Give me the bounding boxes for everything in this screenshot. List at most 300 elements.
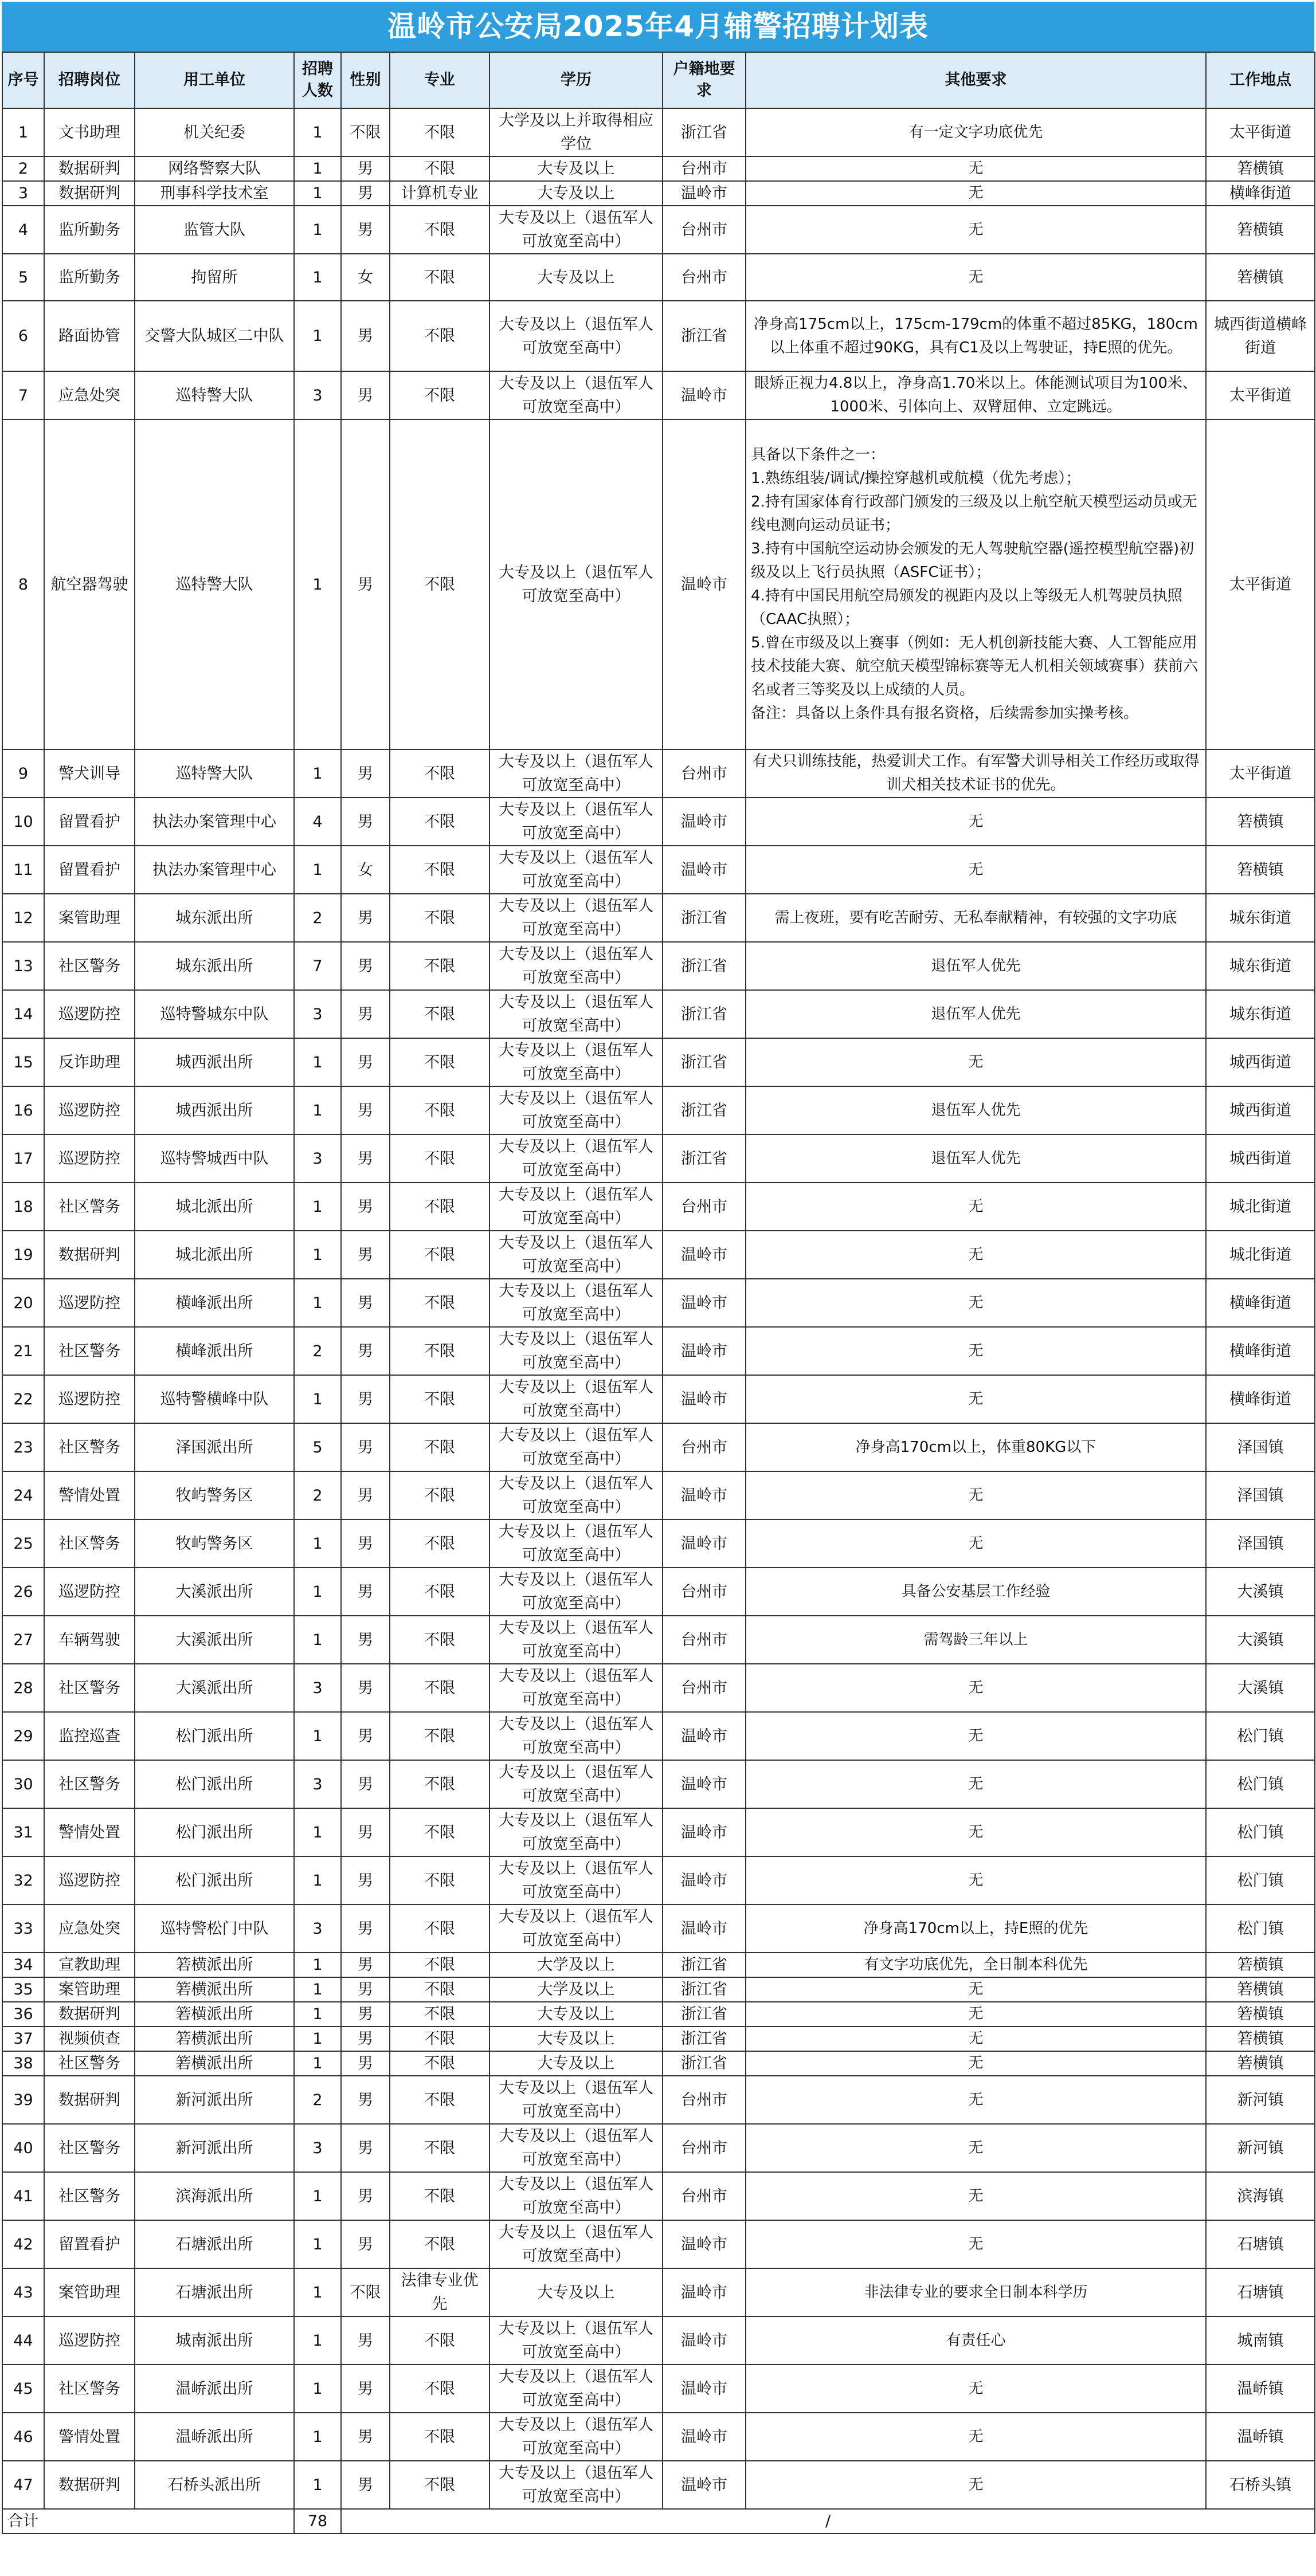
cell-sex: 男 <box>341 156 390 181</box>
cell-major: 不限 <box>390 301 489 371</box>
table-row <box>2 942 1315 990</box>
cell-other: 无 <box>746 156 1206 181</box>
cell-count: 1 <box>294 2220 341 2268</box>
cell-hukou: 台州市 <box>663 1423 746 1471</box>
cell-count: 1 <box>294 206 341 254</box>
cell-sex: 男 <box>341 419 390 749</box>
cell-place: 大溪镇 <box>1206 1568 1315 1616</box>
cell-sex: 男 <box>341 1183 390 1231</box>
cell-no: 26 <box>2 1568 44 1616</box>
cell-unit: 松门派出所 <box>135 1712 294 1760</box>
total-other: / <box>341 2509 1315 2534</box>
cell-count: 1 <box>294 2413 341 2461</box>
cell-count: 3 <box>294 371 341 419</box>
cell-sex: 男 <box>341 1568 390 1616</box>
cell-post: 巡逻防控 <box>44 2316 135 2365</box>
cell-unit: 温峤派出所 <box>135 2413 294 2461</box>
cell-unit: 箬横派出所 <box>135 2002 294 2027</box>
requirement-line: 备注：具备以上条件具有报名资格，后续需参加实操考核。 <box>751 705 1139 722</box>
table-row <box>2 371 1315 419</box>
cell-hukou: 台州市 <box>663 1183 746 1231</box>
cell-sex: 男 <box>341 990 390 1038</box>
cell-count: 1 <box>294 2268 341 2316</box>
cell-unit: 新河派出所 <box>135 2076 294 2124</box>
cell-count: 4 <box>294 798 341 846</box>
cell-edu: 大专及以上（退伍军人可放宽至高中） <box>489 1712 663 1760</box>
cell-other: 无 <box>746 1375 1206 1423</box>
cell-sex: 女 <box>341 254 390 301</box>
requirement-line: 具备以下条件之一： <box>751 446 886 464</box>
cell-major: 不限 <box>390 2076 489 2124</box>
cell-hukou: 温岭市 <box>663 2461 746 2509</box>
cell-count: 1 <box>294 108 341 156</box>
cell-hukou: 温岭市 <box>663 2413 746 2461</box>
cell-hukou: 温岭市 <box>663 371 746 419</box>
cell-place: 箬横镇 <box>1206 1977 1315 2002</box>
cell-sex: 男 <box>341 2076 390 2124</box>
cell-major: 不限 <box>390 108 489 156</box>
total-row <box>2 2509 1315 2534</box>
cell-place: 箬横镇 <box>1206 2002 1315 2027</box>
cell-post: 警情处置 <box>44 2413 135 2461</box>
cell-post: 巡逻防控 <box>44 1134 135 1183</box>
cell-sex: 男 <box>341 1760 390 1808</box>
cell-hukou: 浙江省 <box>663 1953 746 1977</box>
cell-no: 19 <box>2 1231 44 1279</box>
table-row <box>2 1183 1315 1231</box>
cell-place: 城西街道 <box>1206 1134 1315 1183</box>
cell-major: 不限 <box>390 2172 489 2220</box>
cell-edu: 大学及以上 <box>489 1953 663 1977</box>
cell-no: 37 <box>2 2027 44 2051</box>
cell-unit: 巡特警横峰中队 <box>135 1375 294 1423</box>
cell-edu: 大专及以上（退伍军人可放宽至高中） <box>489 2172 663 2220</box>
cell-no: 28 <box>2 1664 44 1712</box>
cell-sex: 男 <box>341 1519 390 1568</box>
table-row <box>2 156 1315 181</box>
cell-count: 1 <box>294 1808 341 1856</box>
cell-hukou: 温岭市 <box>663 1760 746 1808</box>
cell-major: 不限 <box>390 156 489 181</box>
cell-post: 社区警务 <box>44 1519 135 1568</box>
cell-post: 社区警务 <box>44 1183 135 1231</box>
header-other: 其他要求 <box>746 52 1206 108</box>
cell-hukou: 温岭市 <box>663 798 746 846</box>
cell-count: 1 <box>294 1231 341 1279</box>
cell-no: 23 <box>2 1423 44 1471</box>
cell-other: 无 <box>746 2124 1206 2172</box>
cell-no: 3 <box>2 181 44 206</box>
cell-major: 不限 <box>390 1183 489 1231</box>
header-unit: 用工单位 <box>135 52 294 108</box>
header-count: 招聘人数 <box>294 52 341 108</box>
cell-other: 无 <box>746 2002 1206 2027</box>
cell-sex: 男 <box>341 301 390 371</box>
cell-sex: 男 <box>341 206 390 254</box>
cell-place: 箬横镇 <box>1206 206 1315 254</box>
cell-hukou: 台州市 <box>663 1568 746 1616</box>
cell-edu: 大专及以上（退伍军人可放宽至高中） <box>489 1375 663 1423</box>
cell-sex: 男 <box>341 2220 390 2268</box>
cell-place: 温峤镇 <box>1206 2413 1315 2461</box>
cell-place: 箬横镇 <box>1206 2027 1315 2051</box>
cell-post: 社区警务 <box>44 2365 135 2413</box>
cell-place: 箬横镇 <box>1206 2051 1315 2076</box>
cell-place: 城北街道 <box>1206 1183 1315 1231</box>
cell-no: 12 <box>2 894 44 942</box>
table-row <box>2 206 1315 254</box>
cell-major: 不限 <box>390 2124 489 2172</box>
cell-other: 无 <box>746 2365 1206 2413</box>
cell-no: 21 <box>2 1327 44 1375</box>
cell-post: 反诈助理 <box>44 1038 135 1086</box>
cell-unit: 执法办案管理中心 <box>135 798 294 846</box>
cell-other: 无 <box>746 181 1206 206</box>
cell-edu: 大专及以上（退伍军人可放宽至高中） <box>489 894 663 942</box>
cell-hukou: 浙江省 <box>663 2002 746 2027</box>
cell-other: 无 <box>746 2051 1206 2076</box>
cell-hukou: 温岭市 <box>663 1375 746 1423</box>
cell-post: 应急处突 <box>44 371 135 419</box>
cell-major: 不限 <box>390 1904 489 1953</box>
cell-post: 数据研判 <box>44 1231 135 1279</box>
cell-sex: 男 <box>341 749 390 798</box>
cell-hukou: 浙江省 <box>663 1086 746 1134</box>
cell-unit: 横峰派出所 <box>135 1327 294 1375</box>
requirement-line: 3.持有中国航空运动协会颁发的无人驾驶航空器(遥控模型航空器)初级及以上飞行员执照（ASFC证书）； <box>751 540 1194 581</box>
table-body <box>2 108 1315 2534</box>
cell-unit: 巡特警松门中队 <box>135 1904 294 1953</box>
header-post: 招聘岗位 <box>44 52 135 108</box>
cell-no: 43 <box>2 2268 44 2316</box>
cell-no: 47 <box>2 2461 44 2509</box>
cell-unit: 执法办案管理中心 <box>135 846 294 894</box>
cell-count: 3 <box>294 1664 341 1712</box>
cell-other: 非法律专业的要求全日制本科学历 <box>746 2268 1206 2316</box>
cell-major: 计算机专业 <box>390 181 489 206</box>
cell-no: 1 <box>2 108 44 156</box>
cell-edu: 大专及以上（退伍军人可放宽至高中） <box>489 1086 663 1134</box>
table-row <box>2 1038 1315 1086</box>
cell-sex: 男 <box>341 1664 390 1712</box>
cell-hukou: 温岭市 <box>663 846 746 894</box>
cell-unit: 巡特警大队 <box>135 371 294 419</box>
cell-edu: 大专及以上 <box>489 156 663 181</box>
cell-place: 箬横镇 <box>1206 1953 1315 1977</box>
cell-edu: 大专及以上（退伍军人可放宽至高中） <box>489 1519 663 1568</box>
table-row <box>2 2268 1315 2316</box>
cell-edu: 大学及以上并取得相应学位 <box>489 108 663 156</box>
cell-edu: 大专及以上（退伍军人可放宽至高中） <box>489 301 663 371</box>
cell-count: 1 <box>294 1616 341 1664</box>
cell-no: 5 <box>2 254 44 301</box>
cell-hukou: 浙江省 <box>663 108 746 156</box>
cell-major: 不限 <box>390 1616 489 1664</box>
table-row <box>2 894 1315 942</box>
cell-unit: 箬横派出所 <box>135 2051 294 2076</box>
cell-post: 留置看护 <box>44 846 135 894</box>
cell-hukou: 浙江省 <box>663 942 746 990</box>
cell-other: 无 <box>746 1471 1206 1519</box>
cell-no: 20 <box>2 1279 44 1327</box>
cell-post: 监控巡查 <box>44 1712 135 1760</box>
cell-unit: 箬横派出所 <box>135 2027 294 2051</box>
cell-hukou: 温岭市 <box>663 1327 746 1375</box>
cell-post: 案管助理 <box>44 2268 135 2316</box>
cell-other: 退伍军人优先 <box>746 942 1206 990</box>
cell-other: 无 <box>746 1977 1206 2002</box>
cell-post: 数据研判 <box>44 2076 135 2124</box>
cell-other: 退伍军人优先 <box>746 990 1206 1038</box>
cell-major: 不限 <box>390 1423 489 1471</box>
table-row <box>2 2051 1315 2076</box>
cell-other: 有犬只训练技能，热爱训犬工作。有军警犬训导相关工作经历或取得训犬相关技术证书的优先。 <box>746 749 1206 798</box>
cell-count: 3 <box>294 2124 341 2172</box>
cell-sex: 男 <box>341 371 390 419</box>
cell-major: 不限 <box>390 2316 489 2365</box>
cell-hukou: 台州市 <box>663 1664 746 1712</box>
cell-place: 松门镇 <box>1206 1808 1315 1856</box>
cell-unit: 城北派出所 <box>135 1183 294 1231</box>
table-row <box>2 2002 1315 2027</box>
header-place: 工作地点 <box>1206 52 1315 108</box>
table-row <box>2 990 1315 1038</box>
cell-no: 27 <box>2 1616 44 1664</box>
cell-count: 1 <box>294 301 341 371</box>
cell-sex: 男 <box>341 2124 390 2172</box>
cell-place: 城东街道 <box>1206 894 1315 942</box>
cell-edu: 大专及以上（退伍军人可放宽至高中） <box>489 846 663 894</box>
cell-sex: 男 <box>341 1616 390 1664</box>
cell-count: 3 <box>294 1134 341 1183</box>
cell-edu: 大专及以上 <box>489 2002 663 2027</box>
cell-edu: 大专及以上（退伍军人可放宽至高中） <box>489 1760 663 1808</box>
cell-post: 社区警务 <box>44 2051 135 2076</box>
cell-sex: 男 <box>341 2316 390 2365</box>
table-row <box>2 301 1315 371</box>
cell-unit: 大溪派出所 <box>135 1664 294 1712</box>
cell-place: 横峰街道 <box>1206 1327 1315 1375</box>
cell-sex: 男 <box>341 2172 390 2220</box>
cell-post: 社区警务 <box>44 1760 135 1808</box>
cell-post: 文书助理 <box>44 108 135 156</box>
cell-post: 留置看护 <box>44 2220 135 2268</box>
cell-other <box>746 419 1206 749</box>
cell-place: 城东街道 <box>1206 942 1315 990</box>
cell-edu: 大专及以上（退伍军人可放宽至高中） <box>489 1423 663 1471</box>
cell-post: 视频侦查 <box>44 2027 135 2051</box>
cell-count: 1 <box>294 1038 341 1086</box>
cell-sex: 男 <box>341 894 390 942</box>
cell-place: 箬横镇 <box>1206 798 1315 846</box>
cell-post: 监所勤务 <box>44 206 135 254</box>
cell-unit: 石桥头派出所 <box>135 2461 294 2509</box>
cell-place: 新河镇 <box>1206 2124 1315 2172</box>
cell-unit: 滨海派出所 <box>135 2172 294 2220</box>
cell-unit: 城西派出所 <box>135 1086 294 1134</box>
cell-major: 不限 <box>390 1664 489 1712</box>
cell-major: 不限 <box>390 371 489 419</box>
cell-edu: 大专及以上（退伍军人可放宽至高中） <box>489 1279 663 1327</box>
cell-count: 1 <box>294 2365 341 2413</box>
table-row <box>2 1856 1315 1904</box>
total-label: 合计 <box>2 2509 294 2534</box>
cell-place: 泽国镇 <box>1206 1519 1315 1568</box>
cell-edu: 大专及以上（退伍军人可放宽至高中） <box>489 1664 663 1712</box>
table-row <box>2 419 1315 749</box>
cell-place: 城北街道 <box>1206 1231 1315 1279</box>
sheet-title: 温岭市公安局2025年4月辅警招聘计划表 <box>2 2 1314 52</box>
cell-major: 不限 <box>390 1471 489 1519</box>
cell-major: 不限 <box>390 942 489 990</box>
cell-edu: 大学及以上 <box>489 1977 663 2002</box>
cell-post: 数据研判 <box>44 2461 135 2509</box>
cell-major: 不限 <box>390 1808 489 1856</box>
cell-count: 1 <box>294 2027 341 2051</box>
cell-no: 18 <box>2 1183 44 1231</box>
table-row <box>2 2027 1315 2051</box>
table-row <box>2 846 1315 894</box>
cell-other: 无 <box>746 2413 1206 2461</box>
cell-no: 44 <box>2 2316 44 2365</box>
table-row <box>2 1327 1315 1375</box>
cell-edu: 大专及以上（退伍军人可放宽至高中） <box>489 2461 663 2509</box>
table-row <box>2 254 1315 301</box>
cell-other: 有一定文字功底优先 <box>746 108 1206 156</box>
cell-major: 不限 <box>390 2365 489 2413</box>
cell-major: 不限 <box>390 2413 489 2461</box>
cell-count: 3 <box>294 1904 341 1953</box>
cell-major: 不限 <box>390 1977 489 2002</box>
table-row <box>2 1231 1315 1279</box>
header-sex: 性别 <box>341 52 390 108</box>
cell-hukou: 温岭市 <box>663 2268 746 2316</box>
cell-edu: 大专及以上（退伍军人可放宽至高中） <box>489 1327 663 1375</box>
table-row <box>2 2365 1315 2413</box>
cell-no: 17 <box>2 1134 44 1183</box>
cell-unit: 机关纪委 <box>135 108 294 156</box>
cell-place: 箬横镇 <box>1206 156 1315 181</box>
cell-post: 巡逻防控 <box>44 1568 135 1616</box>
cell-hukou: 台州市 <box>663 156 746 181</box>
cell-hukou: 台州市 <box>663 1616 746 1664</box>
cell-place: 太平街道 <box>1206 419 1315 749</box>
cell-major: 不限 <box>390 1519 489 1568</box>
cell-count: 1 <box>294 1279 341 1327</box>
cell-post: 路面协管 <box>44 301 135 371</box>
header-major: 专业 <box>390 52 489 108</box>
cell-edu: 大专及以上（退伍军人可放宽至高中） <box>489 206 663 254</box>
table-row <box>2 2124 1315 2172</box>
cell-no: 4 <box>2 206 44 254</box>
cell-no: 8 <box>2 419 44 749</box>
cell-place: 泽国镇 <box>1206 1423 1315 1471</box>
cell-edu: 大专及以上（退伍军人可放宽至高中） <box>489 1904 663 1953</box>
cell-place: 新河镇 <box>1206 2076 1315 2124</box>
cell-other: 无 <box>746 1760 1206 1808</box>
cell-no: 38 <box>2 2051 44 2076</box>
cell-place: 城西街道 <box>1206 1086 1315 1134</box>
cell-major: 法律专业优先 <box>390 2268 489 2316</box>
cell-hukou: 温岭市 <box>663 1279 746 1327</box>
table-row <box>2 2076 1315 2124</box>
cell-other: 无 <box>746 254 1206 301</box>
cell-major: 不限 <box>390 1760 489 1808</box>
cell-unit: 交警大队城区二中队 <box>135 301 294 371</box>
cell-major: 不限 <box>390 846 489 894</box>
cell-count: 1 <box>294 749 341 798</box>
cell-sex: 男 <box>341 1086 390 1134</box>
cell-count: 1 <box>294 1183 341 1231</box>
cell-unit: 拘留所 <box>135 254 294 301</box>
requirement-line: 1.熟练组装/调试/操控穿越机或航模（优先考虑）； <box>751 470 1081 487</box>
cell-count: 1 <box>294 2316 341 2365</box>
requirement-line: 4.持有中国民用航空局颁发的视距内及以上等级无人机驾驶员执照（CAAC执照）； <box>751 587 1182 628</box>
cell-count: 1 <box>294 1856 341 1904</box>
cell-count: 1 <box>294 1977 341 2002</box>
cell-no: 35 <box>2 1977 44 2002</box>
cell-sex: 男 <box>341 1953 390 1977</box>
cell-sex: 男 <box>341 181 390 206</box>
table-row <box>2 1375 1315 1423</box>
cell-unit: 监管大队 <box>135 206 294 254</box>
cell-no: 24 <box>2 1471 44 1519</box>
cell-place: 箬横镇 <box>1206 254 1315 301</box>
cell-count: 1 <box>294 181 341 206</box>
cell-major: 不限 <box>390 1086 489 1134</box>
table-row <box>2 1616 1315 1664</box>
cell-other: 无 <box>746 2461 1206 2509</box>
cell-no: 25 <box>2 1519 44 1568</box>
cell-major: 不限 <box>390 1712 489 1760</box>
cell-count: 1 <box>294 1375 341 1423</box>
cell-sex: 不限 <box>341 108 390 156</box>
cell-unit: 巡特警城东中队 <box>135 990 294 1038</box>
cell-no: 16 <box>2 1086 44 1134</box>
cell-edu: 大专及以上（退伍军人可放宽至高中） <box>489 1568 663 1616</box>
cell-count: 1 <box>294 846 341 894</box>
cell-edu: 大专及以上（退伍军人可放宽至高中） <box>489 2365 663 2413</box>
cell-unit: 箬横派出所 <box>135 1977 294 2002</box>
cell-count: 1 <box>294 1568 341 1616</box>
table-row <box>2 1519 1315 1568</box>
table-row <box>2 1953 1315 1977</box>
total-count: 78 <box>294 2509 341 2534</box>
table-row <box>2 1086 1315 1134</box>
cell-no: 11 <box>2 846 44 894</box>
cell-hukou: 温岭市 <box>663 2220 746 2268</box>
header-hukou: 户籍地要求 <box>663 52 746 108</box>
cell-no: 13 <box>2 942 44 990</box>
cell-hukou: 温岭市 <box>663 1808 746 1856</box>
header-no: 序号 <box>2 52 44 108</box>
cell-place: 箬横镇 <box>1206 846 1315 894</box>
cell-major: 不限 <box>390 894 489 942</box>
cell-post: 巡逻防控 <box>44 1279 135 1327</box>
cell-count: 1 <box>294 1953 341 1977</box>
cell-place: 太平街道 <box>1206 108 1315 156</box>
cell-sex: 男 <box>341 1423 390 1471</box>
cell-place: 横峰街道 <box>1206 1375 1315 1423</box>
cell-count: 5 <box>294 1423 341 1471</box>
recruitment-table <box>2 52 1315 2534</box>
cell-post: 巡逻防控 <box>44 1086 135 1134</box>
cell-major: 不限 <box>390 254 489 301</box>
cell-edu: 大专及以上（退伍军人可放宽至高中） <box>489 1616 663 1664</box>
table-row <box>2 2316 1315 2365</box>
cell-sex: 男 <box>341 1856 390 1904</box>
cell-unit: 刑事科学技术室 <box>135 181 294 206</box>
